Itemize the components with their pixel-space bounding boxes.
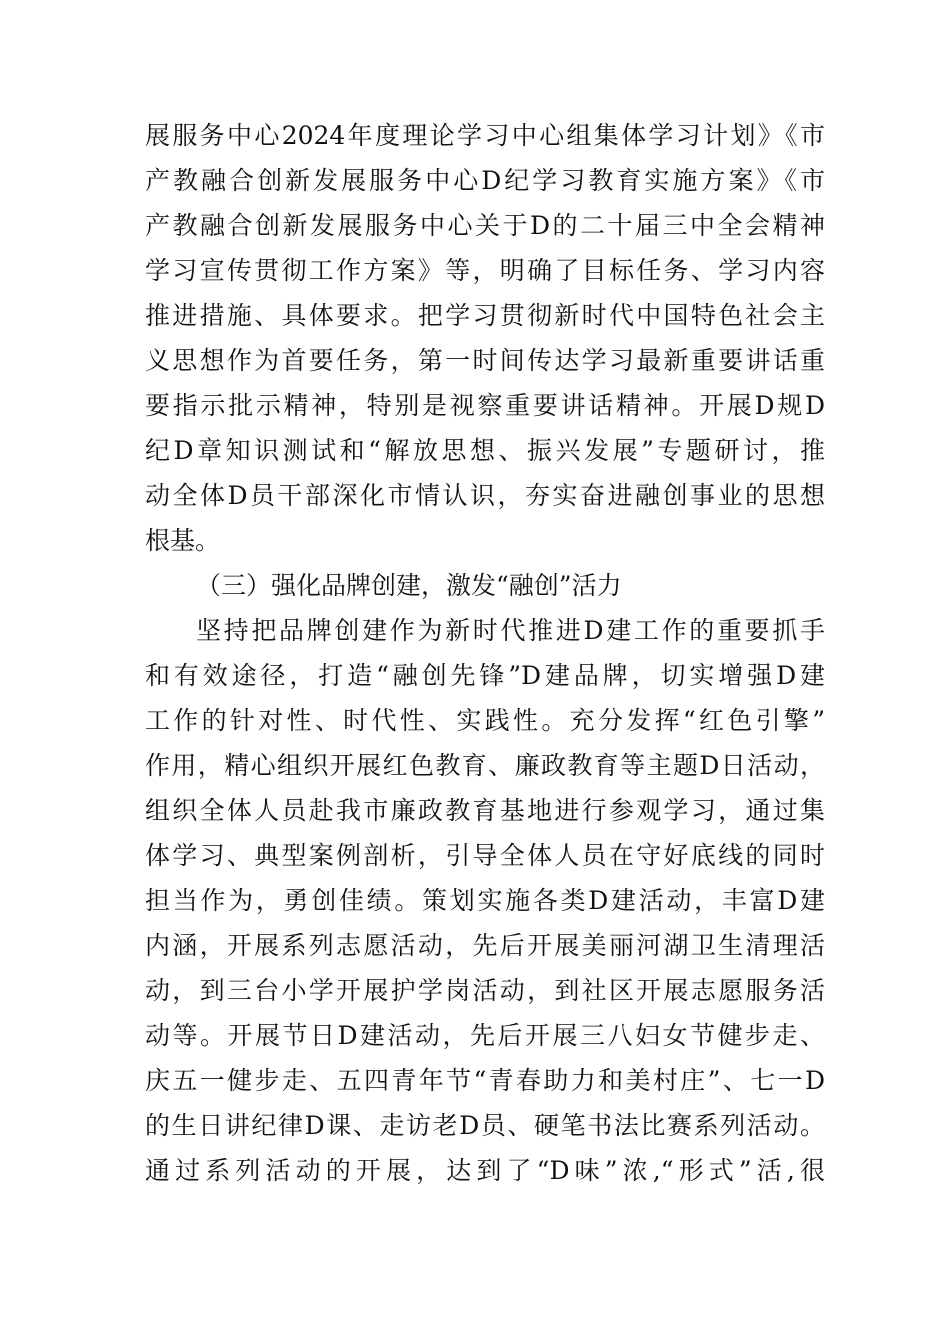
- paragraph-line: 要指示批示精神，特别是视察重要讲话精神。开展D规D: [145, 391, 825, 420]
- paragraph-line: 展服务中心2024年度理论学习中心组集体学习计划》《市: [145, 121, 825, 150]
- paragraph-line: 产教融合创新发展服务中心关于D的二十届三中全会精神: [145, 211, 825, 240]
- paragraph-line: 学习宣传贯彻工作方案》等，明确了目标任务、学习内容: [145, 256, 825, 285]
- section-heading: （三）强化品牌创建，激发“融创”活力: [196, 571, 622, 600]
- paragraph-line: 组织全体人员赴我市廉政教育基地进行参观学习，通过集: [145, 796, 825, 825]
- paragraph-line: 推进措施、具体要求。把学习贯彻新时代中国特色社会主: [145, 301, 825, 330]
- paragraph-line: 产教融合创新发展服务中心D纪学习教育实施方案》《市: [145, 166, 825, 195]
- paragraph-line: 体学习、典型案例剖析，引导全体人员在守好底线的同时: [145, 841, 825, 870]
- paragraph-line: 动，到三台小学开展护学岗活动，到社区开展志愿服务活: [145, 976, 825, 1005]
- paragraph-line: 根基。: [145, 526, 221, 555]
- paragraph-line: 坚持把品牌创建作为新时代推进D建工作的重要抓手: [196, 616, 825, 645]
- paragraph-line: 动全体D员干部深化市情认识，夯实奋进融创事业的思想: [145, 481, 825, 510]
- paragraph-line: 通过系列活动的开展，达到了“D味”浓,“形式”活,很: [145, 1156, 825, 1185]
- paragraph-line: 和有效途径，打造“融创先锋”D建品牌，切实增强D建: [145, 661, 825, 690]
- paragraph-line: 担当作为，勇创佳绩。策划实施各类D建活动，丰富D建: [145, 886, 825, 915]
- paragraph-line: 义思想作为首要任务，第一时间传达学习最新重要讲话重: [145, 346, 825, 375]
- paragraph-line: 工作的针对性、时代性、实践性。充分发挥“红色引擎”: [145, 706, 825, 735]
- paragraph-line: 作用，精心组织开展红色教育、廉政教育等主题D日活动，: [145, 751, 825, 780]
- paragraph-line: 内涵，开展系列志愿活动，先后开展美丽河湖卫生清理活: [145, 931, 825, 960]
- paragraph-line: 庆五一健步走、五四青年节“青春助力和美村庄”、七一D: [145, 1066, 825, 1095]
- paragraph-line: 纪D章知识测试和“解放思想、振兴发展”专题研讨，推: [145, 436, 825, 465]
- paragraph-line: 动等。开展节日D建活动，先后开展三八妇女节健步走、: [145, 1021, 825, 1050]
- paragraph-line: 的生日讲纪律D课、走访老D员、硬笔书法比赛系列活动。: [145, 1111, 825, 1140]
